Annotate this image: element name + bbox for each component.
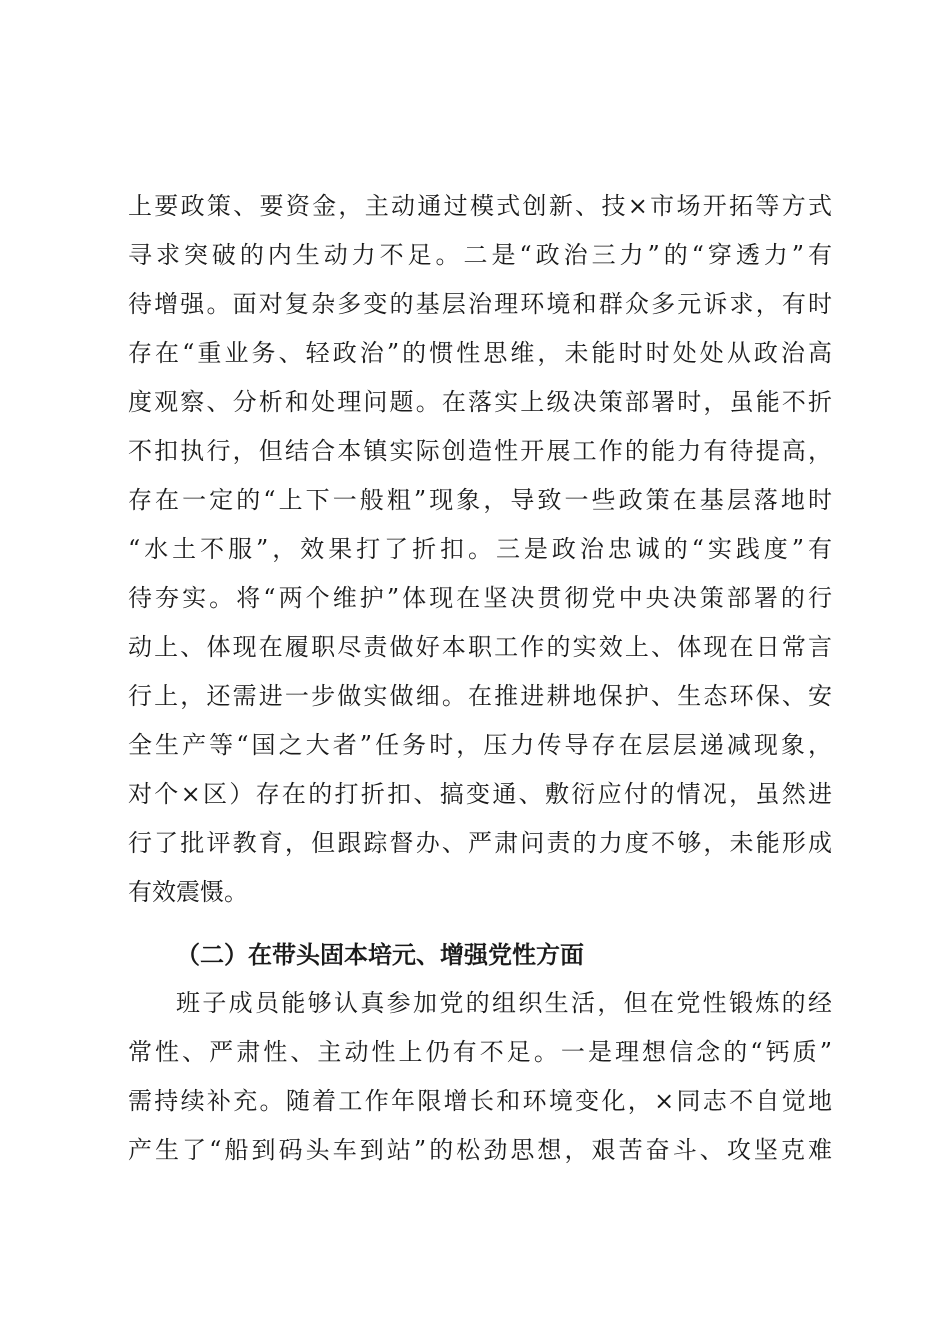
paragraph-line: 待夯实。将“两个维护”体现在坚决贯彻党中央决策部署的行 bbox=[128, 584, 832, 612]
paragraph-line: 产生了“船到码头车到站”的松劲思想，艰苦奋斗、攻坚克难 bbox=[128, 1136, 832, 1164]
paragraph-1 bbox=[128, 182, 832, 917]
paragraph-line: 寻求突破的内生动力不足。二是“政治三力”的“穿透力”有 bbox=[128, 241, 832, 269]
section-heading: （二）在带头固本培元、增强党性方面 bbox=[176, 940, 584, 969]
paragraph-line: 存在一定的“上下一般粗”现象，导致一些政策在基层落地时 bbox=[128, 486, 832, 514]
paragraph-line: 需持续补充。随着工作年限增长和环境变化，×同志不自觉地 bbox=[128, 1087, 832, 1115]
paragraph-line: “水土不服”，效果打了折扣。三是政治忠诚的“实践度”有 bbox=[128, 535, 832, 563]
paragraph-line: 全生产等“国之大者”任务时，压力传导存在层层递减现象， bbox=[128, 731, 832, 759]
paragraph-line: 存在“重业务、轻政治”的惯性思维，未能时时处处从政治高 bbox=[128, 339, 832, 367]
paragraph-line: 行了批评教育，但跟踪督办、严肃问责的力度不够，未能形成 bbox=[128, 829, 832, 857]
paragraph-line: 有效震慑。 bbox=[128, 878, 248, 906]
paragraph-line: 对个×区）存在的打折扣、搞变通、敷衍应付的情况，虽然进 bbox=[128, 780, 832, 808]
paragraph-line: 常性、严肃性、主动性上仍有不足。一是理想信念的“钙质” bbox=[128, 1038, 832, 1066]
paragraph-line: 行上，还需进一步做实做细。在推进耕地保护、生态环保、安 bbox=[128, 682, 832, 710]
paragraph-line: 动上、体现在履职尽责做好本职工作的实效上、体现在日常言 bbox=[128, 633, 832, 661]
paragraph-2 bbox=[128, 979, 832, 1175]
paragraph-line: 待增强。面对复杂多变的基层治理环境和群众多元诉求，有时 bbox=[128, 290, 832, 318]
paragraph-line: 上要政策、要资金，主动通过模式创新、技×市场开拓等方式 bbox=[128, 192, 832, 220]
paragraph-line: 度观察、分析和处理问题。在落实上级决策部署时，虽能不折 bbox=[128, 388, 832, 416]
paragraph-line: 班子成员能够认真参加党的组织生活，但在党性锻炼的经 bbox=[176, 989, 832, 1017]
paragraph-line: 不扣执行，但结合本镇实际创造性开展工作的能力有待提高， bbox=[128, 437, 832, 465]
